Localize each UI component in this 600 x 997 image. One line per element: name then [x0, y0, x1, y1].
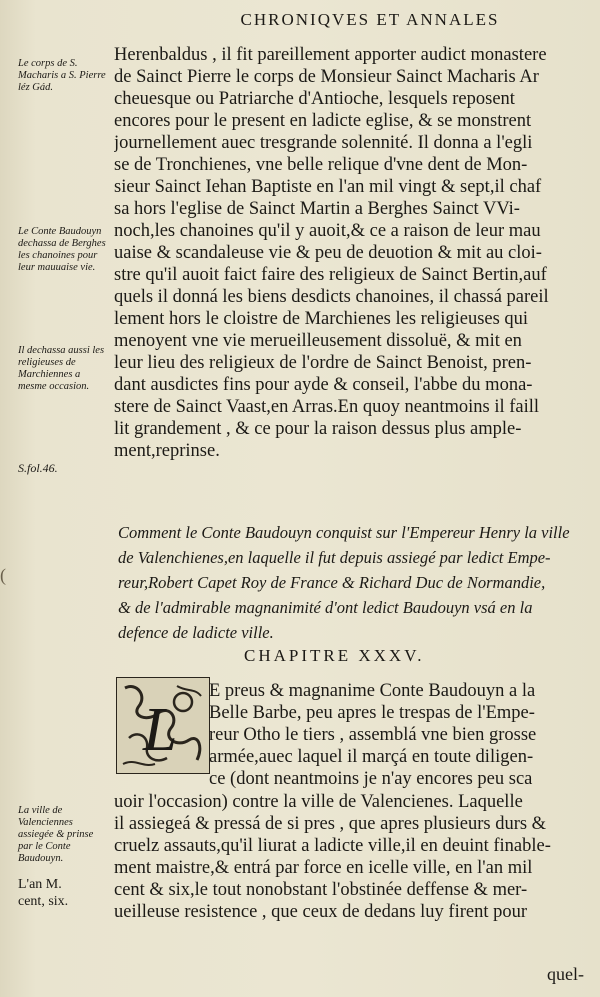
heading-line: & de l'admirable magnanimité d'ont ledict Baudouyn vsá en la	[118, 598, 533, 617]
text-line: ce (dont neantmoins je n'ay encores peu sca	[209, 769, 533, 789]
text-line: cent & six,le tout nonobstant l'obstinée deffense & mer-	[114, 880, 528, 900]
initial-letter: L	[143, 696, 178, 764]
text-line: se de Tronchienes, vne belle relique d'vne dent de Mon-	[114, 155, 528, 175]
text-line: uoir l'occasion) contre la ville de Valencienes. Laquelle	[114, 792, 523, 812]
margin-note: Il dechassa aussi les religieuses de Marchiennes a mesme occasion.	[18, 345, 105, 392]
text-line: quels il donná les biens desdicts chanoines, il chassá pareil	[114, 287, 549, 307]
text-line: encores pour le present en ladicte eglise, & se monstrent	[114, 111, 532, 131]
margin-note: La ville de Valenciennes assiegée & prinse par le Conte Baudouyn.	[18, 805, 94, 864]
text-line: lit grandement , & ce pour la raison dessus plus ample-	[114, 419, 522, 439]
chapter-summary	[118, 520, 588, 645]
running-head: CHRONIQVES ET ANNALES	[240, 10, 500, 29]
heading-line: Comment le Conte Baudouyn conquist sur l'Empereur Henry la ville	[118, 523, 570, 542]
heading-line: de Valenchienes,en laquelle il fut depuis assiegé par ledict Empe-	[118, 548, 551, 567]
text-line: stre qu'il auoit faict faire des religieux de Sainct Bertin,auf	[114, 265, 547, 285]
heading-line: reur,Robert Capet Roy de France & Richard Duc de Normandie,	[118, 573, 546, 592]
text-line: dant ausdictes fins pour ayde & conseil, l'abbe du mona-	[114, 375, 533, 395]
paragraph-2	[114, 680, 588, 923]
text-line: uaise & scandaleuse vie & peu de deuotion & mit au cloi-	[114, 243, 542, 263]
text-line: noch,les chanoines qu'il y auoit,& ce a raison de leur mau	[114, 221, 541, 241]
text-line: leur lieu des religieux de l'ordre de Sainct Benoist, pren-	[114, 353, 532, 373]
heading-line: defence de ladicte ville.	[118, 623, 274, 642]
chapter-title: CHAPITRE XXXV.	[244, 646, 425, 665]
margin-note: Le corps de S. Macharis a S. Pierre léz Gád.	[18, 58, 106, 93]
text-line: E preus & magnanime Conte Baudouyn a la	[209, 681, 536, 701]
text-line: ueilleuse resistence , que ceux de dedans luy firent pour	[114, 902, 528, 922]
text-line: journellement auec tresgrande solennité. Il donna a l'egli	[114, 133, 533, 153]
margin-note: L'an M. cent, six.	[18, 877, 69, 909]
margin-note: S.fol.46.	[18, 461, 58, 475]
text-line: Herenbaldus , il fit pareillement apporter audict monastere	[114, 45, 547, 65]
paragraph-1	[114, 44, 588, 462]
margin-bracket-icon: (	[0, 565, 6, 585]
text-line: lement hors le cloistre de Marchienes les religieuses qui	[114, 309, 529, 329]
text-line: armée,auec laquel il marçá en toute diligen-	[209, 747, 534, 767]
text-line: sieur Sainct Iehan Baptiste en l'an mil vingt & sept,il chaf	[114, 177, 542, 197]
text-line: sa hors l'eglise de Sainct Martin a Berghes Sainct VVi-	[114, 199, 520, 219]
text-line: reur Otho le tiers , assemblá vne bien grosse	[209, 725, 537, 745]
text-line: Belle Barbe, peu apres le trespas de l'Empe-	[209, 703, 535, 723]
text-line: menoyent vne vie merueilleusement dissoluë, & mit en	[114, 331, 522, 351]
text-line: de Sainct Pierre le corps de Monsieur Sainct Macharis Ar	[114, 67, 539, 87]
margin-note: Le Conte Baudouyn dechassa de Berghes les chanoines pour leur mauuaise vie.	[18, 226, 106, 273]
text-line: il assiegeá & pressá de si pres , que apres plusieurs durs &	[114, 814, 547, 834]
catchword: quel-	[547, 964, 584, 984]
text-line: ment,reprinse.	[114, 441, 220, 461]
text-line: cheuesque ou Patriarche d'Antioche, lesquels reposent	[114, 89, 515, 109]
text-line: cruelz assauts,qu'il liurat a ladicte ville,il en deuint finable-	[114, 836, 551, 856]
text-line: stere de Sainct Vaast,en Arras.En quoy neantmoins il faill	[114, 397, 540, 417]
text-line: ment maistre,& entrá par force en icelle ville, en l'an mil	[114, 858, 533, 878]
